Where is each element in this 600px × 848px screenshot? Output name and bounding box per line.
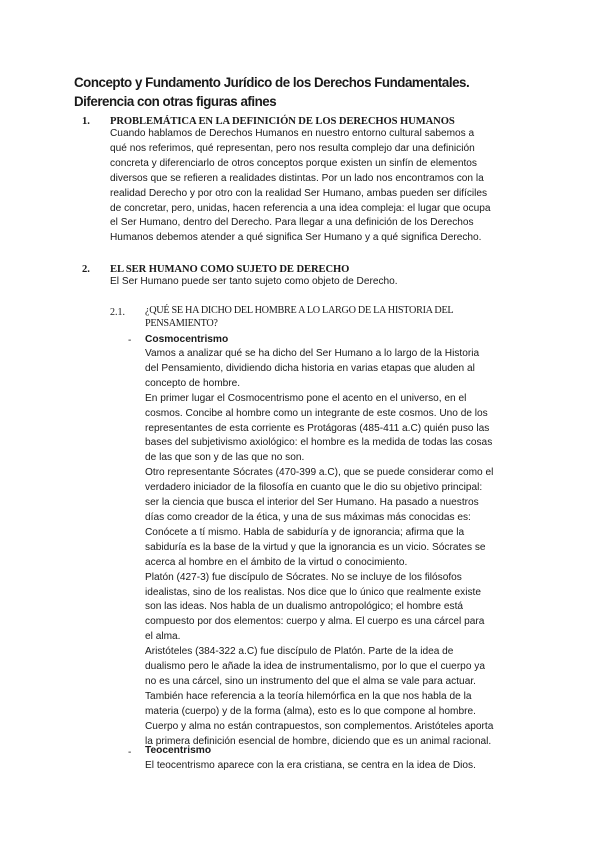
list-bullet: - [128,335,132,346]
section-heading: EL SER HUMANO COMO SUJETO DE DERECHO [110,264,350,275]
subsection-number: 2.1. [110,307,125,318]
item-title: Cosmocentrismo [145,334,229,345]
section-paragraph: Cuando hablamos de Derechos Humanos en nuestro entorno cultural sabemos a qué nos referimos, qué representan, pero nos resulta complejo dar una definición concreta y diferenciarlo de otros conceptos porque existen un sinfín de elementos diversos que se refieren a realidades distintas. Por un lado nos encontramos con la realidad Derecho y por otro con la realidad Ser Humano, ambas pueden ser difíciles de concretar, pero, unidas, hacen referencia a una idea compleja: el lugar que ocupa el Ser Humano, dentro del Derecho. Para llegar a una definición de los Derechos Humanos debemos atender a qué significa Ser Humano y a qué significa Derecho. [110,128,491,244]
title-line: Concepto y Fundamento Jurídico de los Derechos Fundamentales. [74,75,470,91]
item-paragraph: El teocentrismo aparece con la era cristiana, se centra en la idea de Dios. [145,760,476,771]
section-number: 2. [82,264,90,275]
subsection-heading: ¿QUÉ SE HA DICHO DEL HOMBRE A LO LARGO DE LA HISTORIA DEL PENSAMIENTO? [145,305,454,329]
item-title: Teocentrismo [145,745,212,756]
section-heading: PROBLEMÁTICA EN LA DEFINICIÓN DE LOS DERECHOS HUMANOS [110,116,455,127]
section-number: 1. [82,116,90,127]
item-paragraph: Vamos a analizar qué se ha dicho del Ser Humano a lo largo de la Historia del Pensamiento, dividiendo dicha historia en varias etapas que aluden al concepto de hombre. En primer lugar el Cosmocentrismo pone el acento en el universo, en el cosmos. Concibe al hombre como un integrante de este cosmos. Uno de los representantes de esta corriente es Protágoras (485-411 a.C) quién puso las bases del subjetivismo axiológico: el hombre es la medida de todas las cosas de las que son y de las que no son. Otro representante Sócrates (470-399 a.C), que se puede considerar como el verdadero iniciador de la filosofía en cuanto que le dio su objetivo principal: ser la ciencia que busca el interior del Ser Humano. Ha pasado a nuestros días como creador de la ética, y una de sus máximas más conocidas es: Conócete a tí mismo. Habla de sabiduría y de ignorancia; afirma que la sabiduría es la base de la virtud y que la ignorancia es un vicio. Sócrates se acerca al hombre en el ámbito de la virtud o conocimiento. Platón (427-3) fue discípulo de Sócrates. No se incluye de los filósofos idealistas, sino de los realistas. Nos dice que lo único que realmente existe son las ideas. Nos habla de un dualismo antropológico; el hombre está compuesto por dos elementos: cuerpo y alma. El cuerpo es una cárcel para el alma. Aristóteles (384-322 a.C) fue discípulo de Platón. Parte de la idea de dualismo pero le añade la idea de instrumentalismo, por lo que el cuerpo ya no es una cárcel, sino un instrumento del que el alma se vale para actuar. También hace referencia a la teoría hilemórfica en la que nos habla de la materia (cuerpo) y de la forma (alma), esto es lo que compone al hombre. Cuerpo y alma no están contrapuestos, son complementos. Aristóteles aporta la primera definición esencial de hombre, diciendo que es un animal racional. [145,348,494,747]
list-bullet: - [128,747,132,758]
title-line: Diferencia con otras figuras afines [74,93,277,110]
document-title [74,74,544,111]
section-paragraph: El Ser Humano puede ser tanto sujeto como objeto de Derecho. [110,276,398,287]
